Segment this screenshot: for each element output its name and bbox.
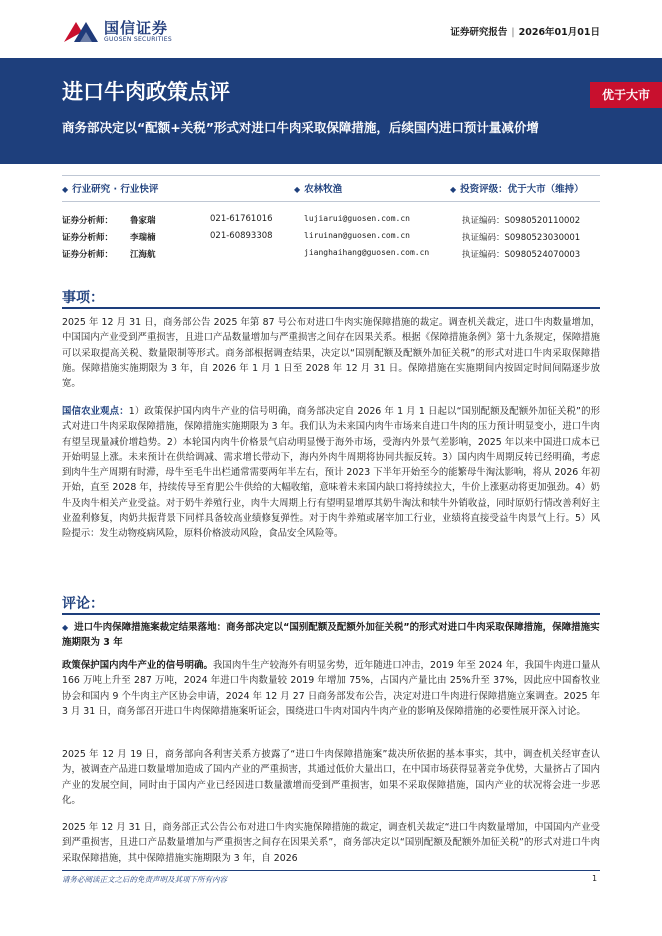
analyst-phone: 021-60893308 [210, 231, 273, 241]
company-logo [62, 16, 202, 46]
view-lead: 国信农业观点： [62, 406, 129, 417]
header-divider: | [511, 27, 515, 38]
analyst-email[interactable]: liruinan@guosen.com.cn [304, 231, 410, 240]
analyst-name: 鲁家瑞 [130, 216, 156, 226]
comment-heading-rule [62, 613, 600, 615]
diamond-icon: ◆ [62, 185, 69, 194]
diamond-icon: ◆ [294, 185, 301, 194]
page-number: 1 [592, 874, 598, 883]
paragraph-lead: 政策保护国内肉牛产业的信号明确。 [62, 660, 213, 671]
analyst-phone: 021-61761016 [210, 214, 273, 224]
report-type: 证券研究报告 [450, 27, 508, 38]
logo-chinese-name: 国信证券 [104, 19, 169, 37]
industry-name: ◆ 农林牧渔 [294, 184, 343, 195]
analyst-row [62, 231, 622, 243]
title-banner [0, 58, 662, 164]
diamond-icon: ◆ [62, 623, 69, 632]
comment-bullet [62, 620, 600, 650]
report-title: 进口牛肉政策点评 [62, 80, 230, 104]
analyst-role: 证券分析师： [62, 233, 114, 243]
report-header-info [450, 24, 600, 38]
diamond-icon: ◆ [450, 185, 457, 194]
report-category: ◆ 行业研究 · 行业快评 [62, 184, 159, 195]
comment-heading: 评论： [62, 596, 104, 612]
meta-top-divider [62, 175, 600, 176]
comment-paragraph-1 [62, 658, 600, 719]
view-paragraph [62, 404, 600, 542]
analyst-name: 李瑞楠 [130, 233, 156, 243]
analyst-role: 证券分析师： [62, 216, 114, 226]
meta-bottom-divider [62, 201, 600, 202]
analyst-email[interactable]: jianghaihang@guosen.com.cn [304, 248, 430, 257]
footer-divider [62, 870, 600, 871]
analyst-role: 证券分析师： [62, 250, 114, 260]
analyst-cert: 执证编码：S0980520110002 [462, 216, 581, 226]
analyst-row [62, 248, 622, 260]
guosen-logo-icon [62, 18, 100, 44]
logo-english-name: GUOSEN SECURITIES [104, 36, 173, 43]
comment-paragraph-3: 2025 年 12 月 31 日，商务部正式公告公布对进口牛肉实施保障措施的裁定，调查机关裁定“进口牛肉数量增加，中国国内产业受到严重损害，且进口产品数量增加与严重损害之间存在因果关系”，商务部决定以“国别配额及配额外加征关税”的形式对进口牛肉采取保障措施，其中保障措施实施期限为 3 年，自 2026 [62, 822, 600, 864]
paragraph-text: 我国肉牛生产较海外有明显劣势，近年随进口冲击，2019 年至 2024 年，我国牛肉进口量从 166 万吨上升至 287 万吨，2024 年进口牛肉数量较 2019 年增加 75%，占国内产量比由 25%升至 37%，因此应中国畜牧业协会和国内 9 个牛肉主产区协会申请，2024 年 12 月 27 日商务部发布公告，决定对进口牛肉进行保障措施立案调查。2025 年 3 月 31 日，商务部召开进口牛肉保障措施案听证会，围绕进口牛肉对国内牛肉产业的影响及保障措施的必要性展开深入讨论。 [62, 660, 600, 717]
analyst-row [62, 214, 622, 226]
report-date: 2026年01月01日 [518, 27, 600, 38]
comment-paragraph-2: 2025 年 12 月 19 日，商务部向各利害关系方披露了“进口牛肉保障措施案”裁决所依据的基本事实，其中，调查机关经审查认为，被调查产品进口数量增加造成了国内产业的严重损害，其通过低价大量出口，在中国市场获得显著竞争优势，大量挤占了国内产业的发展空间，同时由于国内产业已经因进口数量激增而受到严重损害，如果不采取保障措施，国内产业的状况将会进一步恶化。 [62, 749, 600, 806]
event-paragraph: 2025 年 12 月 31 日，商务部公告 2025 年第 87 号公布对进口牛肉实施保障措施的裁定。调查机关裁定，进口牛肉数量增加，中国国内产业受到严重损害，且进口产品数量增加与严重损害之间存在因果关系。根据《保障措施条例》第十九条规定，保障措施可以采取提高关税、数量限制等形式。商务部根据调查结果，决定以“国别配额及配额外加征关税”的形式对进口牛肉采取保障措施。保障措施实施期限为 3 年，自 2026 年 1 月 1 日至 2028 年 12 月 31 日。保障措施在实施期间内按固定时间间隔逐步放宽。 [62, 317, 600, 390]
analyst-email[interactable]: lujiarui@guosen.com.cn [304, 214, 410, 223]
comment-bullet-text: 进口牛肉保障措施案裁定结果落地：商务部决定以“国别配额及配额外加征关税”的形式对进口牛肉采取保障措施，保障措施实施期限为 3 年 [62, 622, 600, 648]
investment-rating: ◆ 投资评级：优于大市（维持） [450, 184, 584, 195]
analyst-cert: 执证编码：S0980524070003 [462, 250, 581, 260]
analyst-cert: 执证编码：S0980523030001 [462, 233, 581, 243]
analyst-name: 江海航 [130, 250, 156, 260]
report-subtitle: 商务部决定以“配额+关税”形式对进口牛肉采取保障措施，后续国内进口预计量减价增 [62, 120, 539, 135]
view-text: 1）政策保护国内肉牛产业的信号明确，商务部决定自 2026 年 1 月 1 日起以“国别配额及配额外加征关税”的形式对进口牛肉采取保障措施，保障措施实施期限为 3 年。我们认为未来国内肉牛市场来自进口牛肉的压力预计明显变小，进口牛肉有望呈现量减价增趋势。2）本轮国内肉牛价格景气启动明显慢于海外市场，受海内外景气差影响，2025 年以来中国进口成本已开始明显上涨。未来预计在供给调减、需求增长带动下，海内外肉牛周期将协同共振反转。3）国内肉牛周期反转已经明确，考虑到肉牛生产周期有时滞，母牛至毛牛出栏通常需要两年半左右，预计 2023 下半年开始至今的能繁母牛淘汰影响，将从 2026 年初开始，直至 2028 年，持续传导至育肥公牛供给的大幅收缩，意味着未来国内缺口将持续拉大，牛价上涨驱动将更加强劲。4）奶牛及肉牛相关产业受益。对于奶牛养殖行业，肉牛大周期上行有望明显增厚其奶牛淘汰和犊牛外销收益，同时原奶行情改善利好主业盈利修复，肉奶共振背景下同样具备较高业绩修复弹性。对于肉牛养殖或屠宰加工行业，业绩将直接受益牛肉景气上行。5）风险提示：发生动物疫病风险，原料价格波动风险，食品安全风险等。 [62, 406, 600, 540]
event-heading-rule [62, 307, 600, 309]
footer-disclaimer[interactable]: 请务必阅读正文之后的免责声明及其项下所有内容 [62, 875, 227, 884]
rating-badge: 优于大市 [590, 82, 662, 108]
event-heading: 事项： [62, 290, 104, 306]
